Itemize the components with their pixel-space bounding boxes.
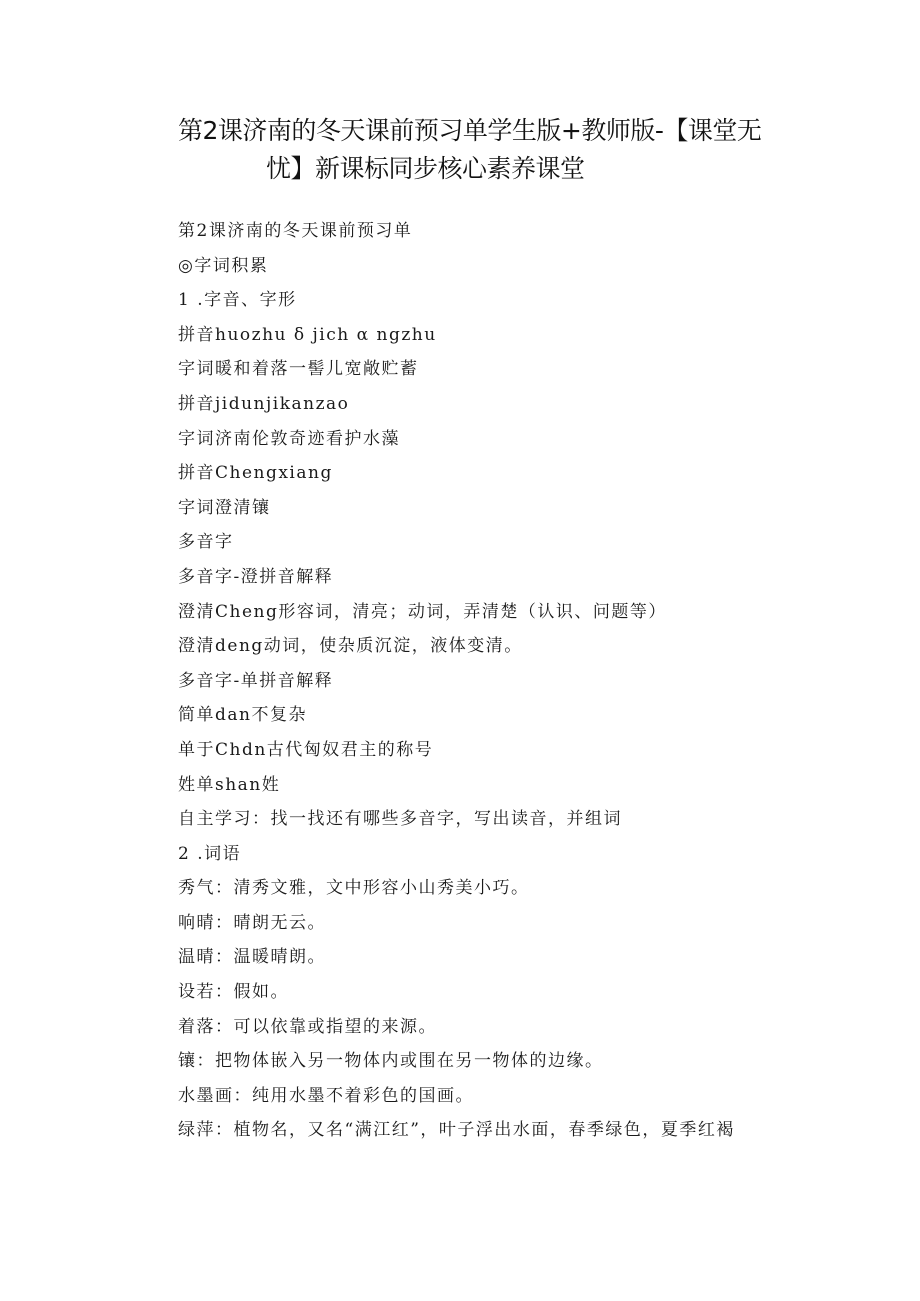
section-heading: 第2课济南的冬天课前预习单 — [178, 221, 413, 241]
document-title — [178, 112, 778, 188]
numbered-heading: 1 .字音、字形 — [178, 290, 297, 311]
document-title-line-1: 第2课济南的冬天课前预习单学生版+教师版-【课堂无 — [178, 116, 762, 145]
text-line: 字词暖和着落一髻儿宽敞贮蓄 — [178, 359, 419, 380]
text-line: 多音字 — [178, 532, 234, 553]
text-line: 镶：把物体嵌入另一物体内或围在另一物体的边缘。 — [178, 1051, 604, 1072]
document-body — [178, 214, 798, 1148]
numbered-heading: 2 .词语 — [178, 843, 242, 864]
document-title-line-2: 忧】新课标同步核心素养课堂 — [266, 154, 585, 183]
text-line: 字词济南伦敦奇迹看护水藻 — [178, 428, 400, 449]
text-line: 单于Chdn古代匈奴君主的称号 — [178, 739, 434, 760]
text-line: 澄清deng动词，使杂质沉淀，液体变清。 — [178, 636, 523, 657]
text-line: 水墨画：纯用水墨不着彩色的国画。 — [178, 1085, 474, 1106]
text-line: 多音字-单拼音解释 — [178, 670, 334, 691]
text-line: 简单dan不复杂 — [178, 705, 307, 726]
text-line: 响晴：晴朗无云。 — [178, 912, 326, 933]
text-line: 绿萍：植物名，又名“满江红”，叶子浮出水面，春季绿色，夏季红褐 — [178, 1120, 735, 1141]
text-line: 姓单shan姓 — [178, 774, 281, 795]
subsection-heading: ◎字词积累 — [178, 255, 269, 276]
text-line: 设若：假如。 — [178, 982, 289, 1003]
text-line: 自主学习：找一找还有哪些多音字，写出读音，并组词 — [178, 809, 622, 830]
text-line: 多音字-澄拼音解释 — [178, 566, 334, 587]
text-line: 拼音huozhu δ jich α ngzhu — [178, 324, 437, 345]
text-line: 拼音jidunjikanzao — [178, 393, 350, 414]
text-line: 拼音Chengxiang — [178, 463, 333, 484]
text-line: 秀气：清秀文雅，文中形容小山秀美小巧。 — [178, 878, 530, 899]
text-line: 着落：可以依靠或指望的来源。 — [178, 1016, 437, 1037]
text-line: 澄清Cheng形容词，清亮；动词，弄清楚（认识、问题等） — [178, 601, 667, 622]
text-line: 字词澄清镶 — [178, 497, 271, 518]
text-line: 温晴：温暖晴朗。 — [178, 947, 326, 968]
